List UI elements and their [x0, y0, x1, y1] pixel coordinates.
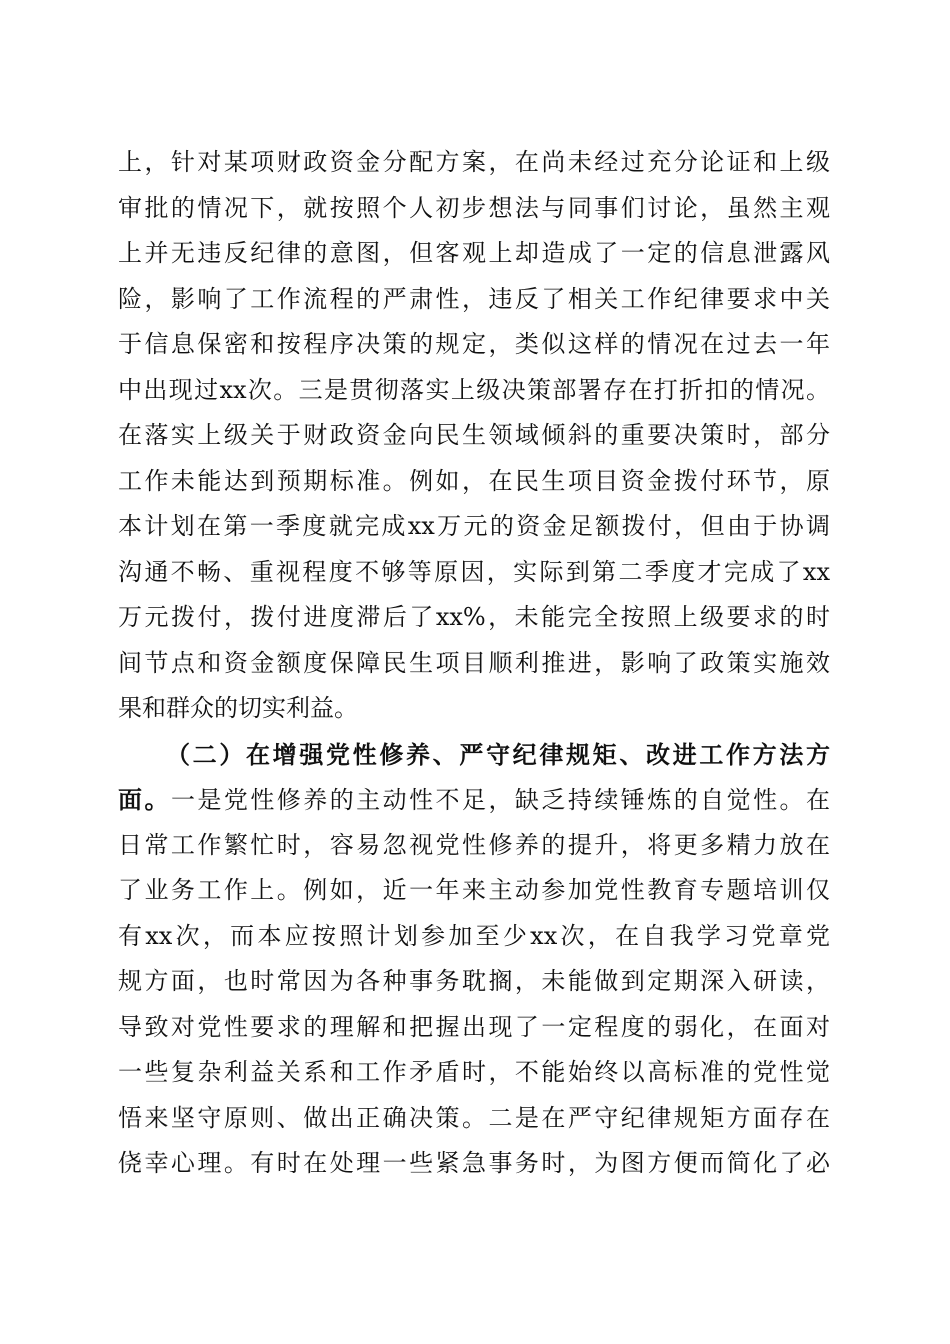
text-line: 规方面，也时常因为各种事务耽搁，未能做到定期深入研读， — [118, 967, 830, 995]
text-line: 在落实上级关于财政资金向民生领域倾斜的重要决策时，部分 — [118, 421, 830, 449]
text-line: 险，影响了工作流程的严肃性，违反了相关工作纪律要求中关 — [118, 284, 830, 313]
text-line: 上并无违反纪律的意图，但客观上却造成了一定的信息泄露风 — [118, 239, 830, 267]
section-heading: （二）在增强党性修养、严守纪律规矩、改进工作方法方 — [166, 739, 830, 769]
text-line: 中出现过xx次。三是贯彻落实上级决策部署存在打折扣的情况。 — [118, 375, 830, 404]
text-line: 有xx次，而本应按照计划参加至少xx次，在自我学习党章党 — [118, 921, 830, 950]
text-line-rest: 一是党性修养的主动性不足，缺乏持续锤炼的自觉性。在 — [170, 786, 831, 814]
text-line: 上，针对某项财政资金分配方案，在尚未经过充分论证和上级 — [118, 148, 830, 176]
text-line: 悟来坚守原则、做出正确决策。二是在严守纪律规矩方面存在 — [118, 1103, 830, 1132]
text-line: 本计划在第一季度就完成xx万元的资金足额拨付，但由于协调 — [118, 512, 830, 540]
text-line — [118, 777, 830, 823]
text-line: 工作未能达到预期标准。例如，在民生项目资金拨付环节，原 — [118, 466, 830, 495]
document-body — [118, 140, 830, 1187]
text-line: 了业务工作上。例如，近一年来主动参加党性教育专题培训仅 — [118, 876, 830, 904]
text-line: 导致对党性要求的理解和把握出现了一定程度的弱化，在面对 — [118, 1012, 830, 1041]
text-line: 一些复杂利益关系和工作矛盾时，不能始终以高标准的党性觉 — [118, 1058, 830, 1086]
text-line: 万元拨付，拨付进度滞后了xx%，未能完全按照上级要求的时 — [118, 603, 830, 631]
text-line: 沟通不畅、重视程度不够等原因，实际到第二季度才完成了xx — [118, 557, 830, 586]
text-line: 于信息保密和按程序决策的规定，类似这样的情况在过去一年 — [118, 330, 830, 358]
section-heading-end: 面。 — [118, 785, 171, 814]
text-line: 果和群众的切实利益。 — [118, 694, 358, 722]
text-line: 间节点和资金额度保障民生项目顺利推进，影响了政策实施效 — [118, 648, 830, 677]
text-line: 日常工作繁忙时，容易忽视党性修养的提升，将更多精力放在 — [118, 830, 830, 859]
text-line: 侥幸心理。有时在处理一些紧急事务时，为图方便而简化了必 — [118, 1149, 830, 1177]
text-line: 审批的情况下，就按照个人初步想法与同事们讨论，虽然主观 — [118, 193, 830, 222]
